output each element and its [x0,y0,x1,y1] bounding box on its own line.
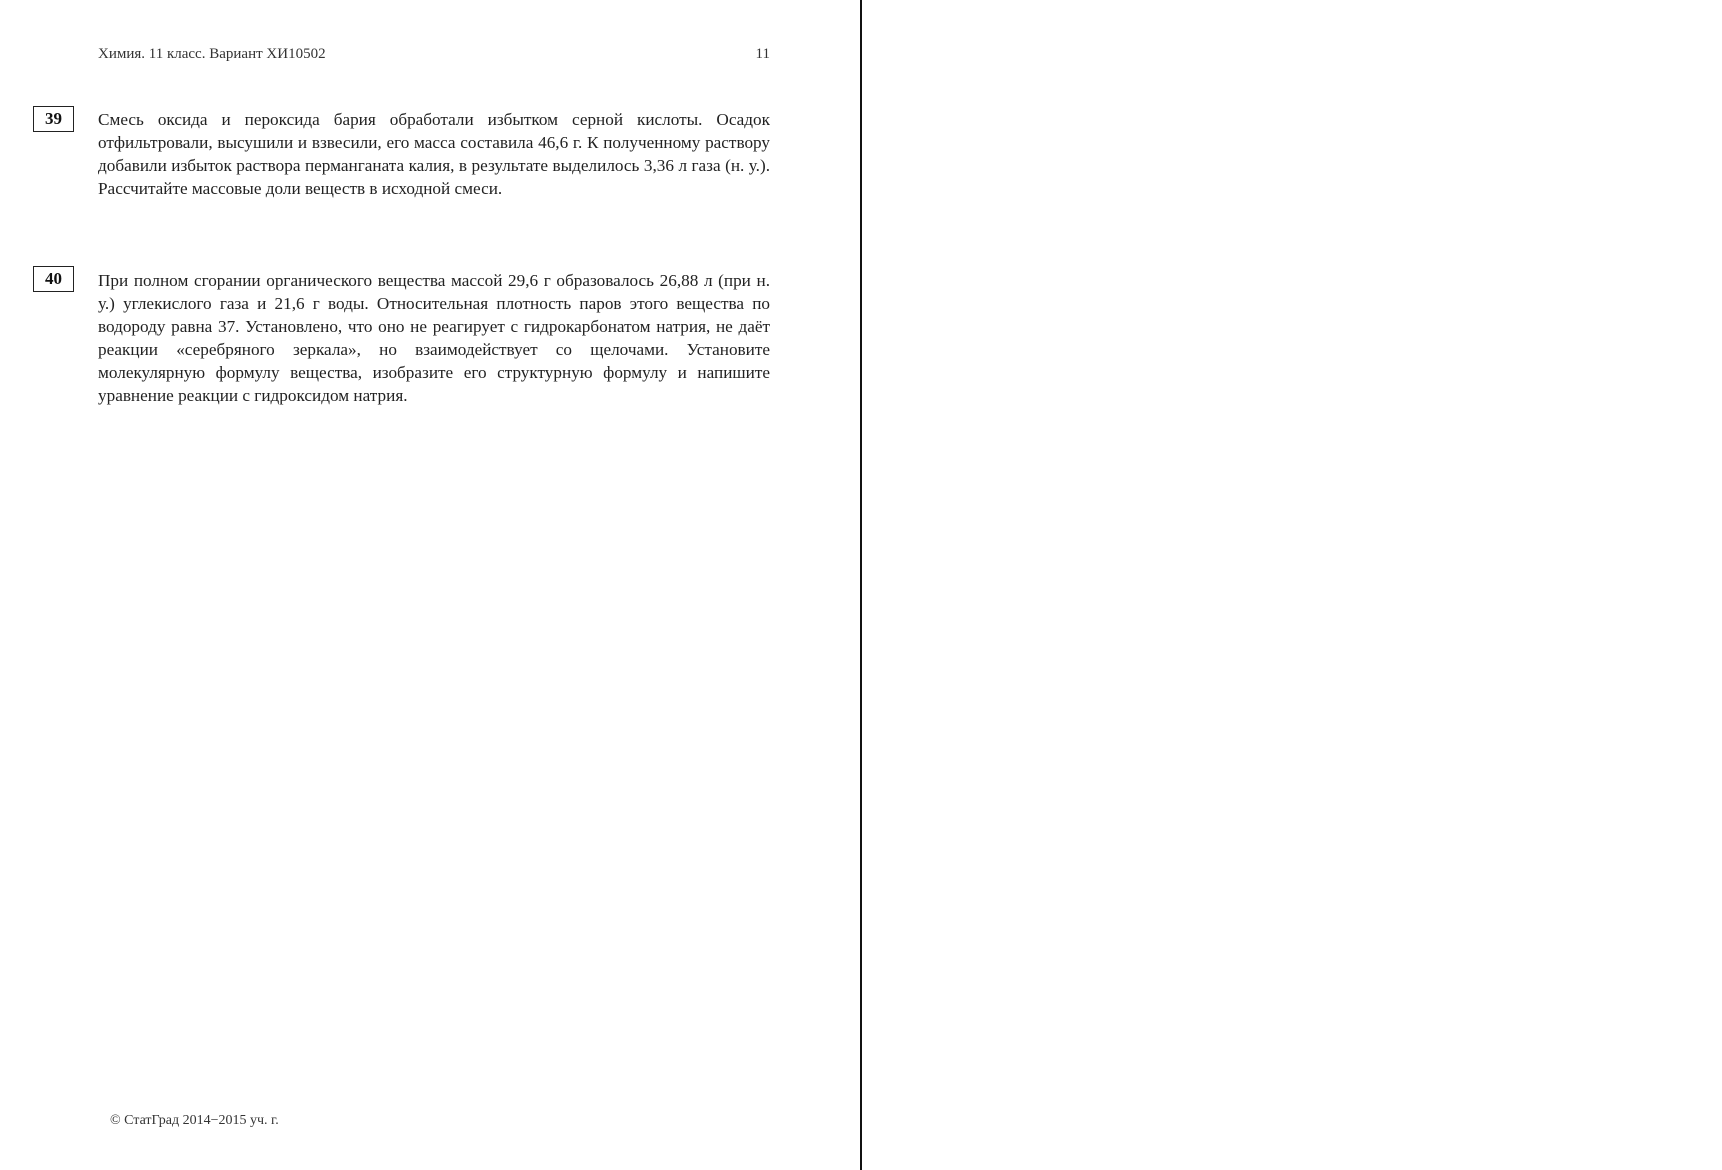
copyright-footer: © СтатГрад 2014−2015 уч. г. [110,1113,279,1128]
task-text: Смесь оксида и пероксида бария обработали избытком серной кислоты. Осадок отфильтровали, высушили и взвесили, его масса составила 46,6 г. К полученному раствору добавили избыток раствора перманганата калия, в результате выделилось 3,36 л газа (н. у.). Рассчитайте массовые доли веществ в исходной смеси. [98,110,770,198]
page-header-title: Химия. 11 класс. Вариант ХИ10502 [98,46,326,62]
task-text: При полном сгорании органического вещества массой 29,6 г образовалось 26,88 л (при н. у.) углекислого газа и 21,6 г воды. Относительная плотность паров этого вещества по водороду равна 37. Установлено, что оно не реагирует с гидрокарбонатом натрия, не даёт реакции «серебряного зеркала», но взаимодействует со щелочами. Установите молекулярную формулу вещества, изобразите его структурную формулу и напишите уравнение реакции с гидроксидом натрия. [98,271,770,405]
left-page [0,0,860,1170]
page-number: 11 [755,46,770,62]
task-number-box: 39 [33,106,74,132]
right-page-blank [862,0,1722,1170]
task-number-box: 40 [33,266,74,292]
